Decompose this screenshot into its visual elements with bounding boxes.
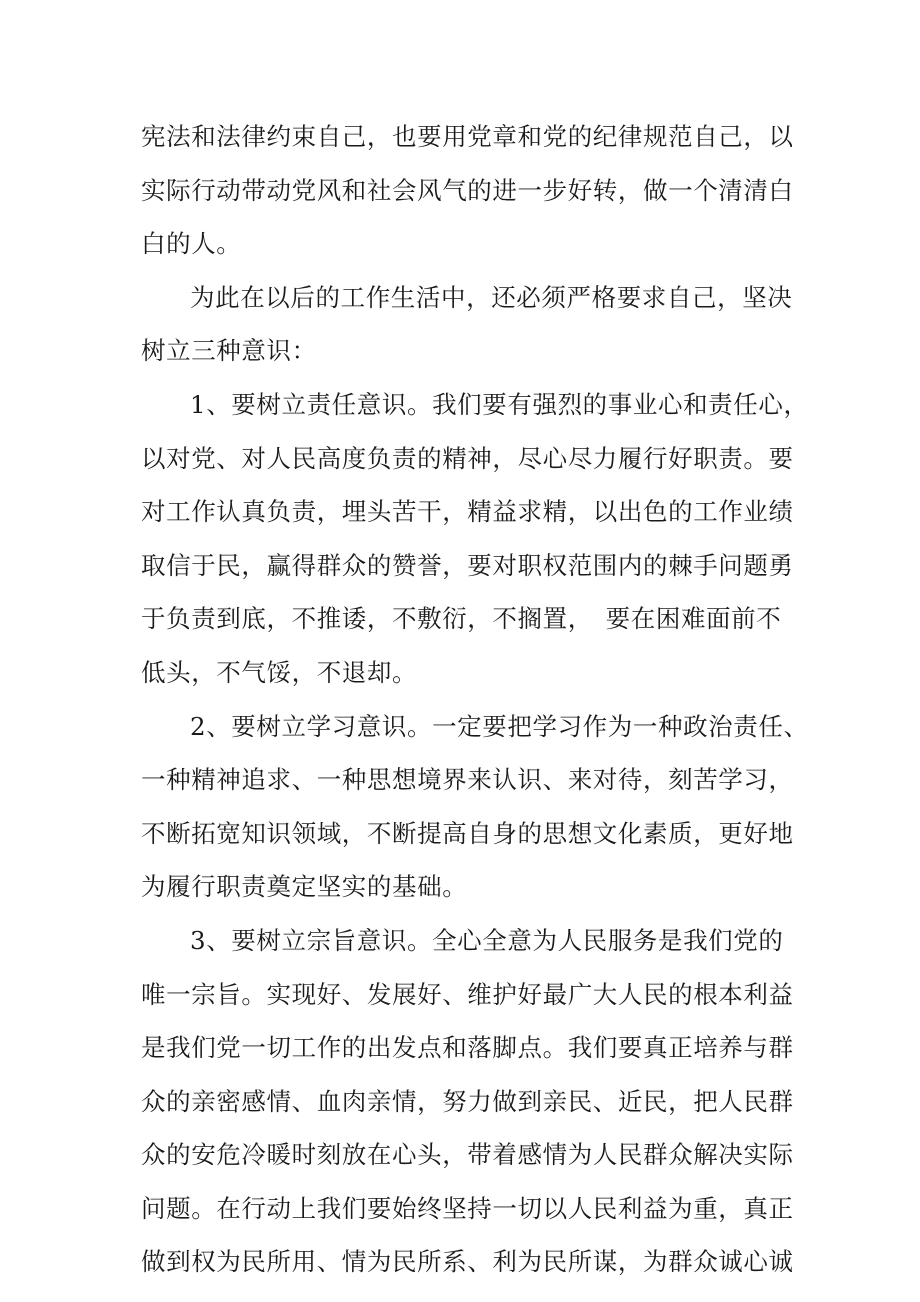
paragraph-first-line: 3、要树立宗旨意识。全心全意为人民服务是我们党的 xyxy=(190,925,784,955)
text-line: 做到权为民所用、情为民所系、利为民所谋，为群众诚心诚 xyxy=(141,1247,794,1277)
document-body xyxy=(141,110,809,1289)
text-line: 众的亲密感情、血肉亲情，努力做到亲民、近民，把人民群 xyxy=(141,1086,794,1116)
text-line: 众的安危冷暖时刻放在心头，带着感情为人民群众解决实际 xyxy=(141,1140,794,1170)
text-line: 对工作认真负责，埋头苦干，精益求精，以出色的工作业绩 xyxy=(141,497,794,527)
text-line: 不断拓宽知识领域，不断提高自身的思想文化素质，更好地 xyxy=(141,818,794,848)
paragraph-first-line: 为此在以后的工作生活中，还必须严格要求自己，坚决 xyxy=(190,282,793,312)
text-line: 是我们党一切工作的出发点和落脚点。我们要真正培养与群 xyxy=(141,1033,794,1063)
text-line: 于负责到底，不推诿，不敷衍，不搁置， 要在困难面前不 xyxy=(141,604,782,634)
text-line: 问题。在行动上我们要始终坚持一切以人民利益为重，真正 xyxy=(141,1193,794,1223)
text-line: 实际行动带动党风和社会风气的进一步好转，做一个清清白 xyxy=(141,175,794,205)
text-line: 以对党、对人民高度负责的精神，尽心尽力履行好职责。要 xyxy=(141,443,794,473)
text-line: 低头，不气馁，不退却。 xyxy=(141,657,418,687)
text-line: 唯一宗旨。实现好、发展好、维护好最广大人民的根本利益 xyxy=(141,979,794,1009)
paragraph-first-line: 2、要树立学习意识。一定要把学习作为一种政治责任、 xyxy=(190,711,809,741)
text-line: 一种精神追求、一种思想境界来认识、来对待，刻苦学习， xyxy=(141,765,794,795)
text-line: 取信于民，赢得群众的赞誉，要对职权范围内的棘手问题勇 xyxy=(141,550,794,580)
text-line: 白的人。 xyxy=(141,229,242,259)
text-line: 宪法和法律约束自己，也要用党章和党的纪律规范自己，以 xyxy=(141,122,794,151)
text-line: 树立三种意识： xyxy=(141,336,317,366)
paragraph-first-line: 1、要树立责任意识。我们要有强烈的事业心和责任心， xyxy=(190,389,809,419)
text-line: 为履行职责奠定坚实的基础。 xyxy=(141,872,468,902)
